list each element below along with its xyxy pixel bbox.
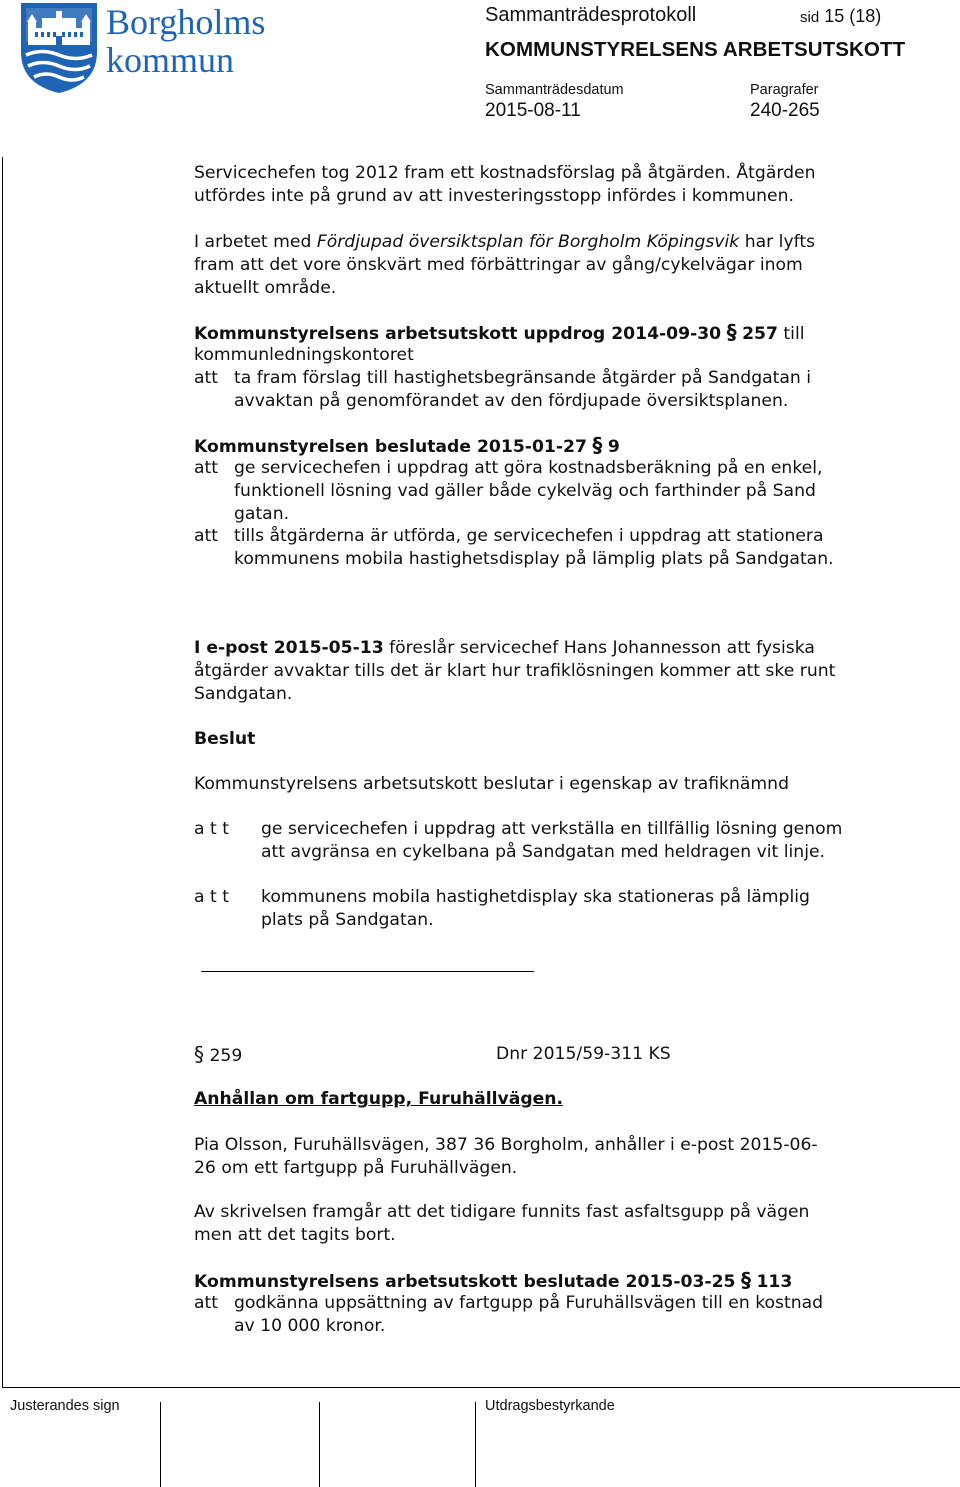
section-sign: § <box>726 320 737 344</box>
paragraph-line: utfördes inte på grund av att investeringsstopp infördes i kommunen. <box>194 186 794 206</box>
decision-ref: Kommunstyrelsens arbetsutskott uppdrog 2014-09-30 <box>194 324 722 344</box>
paragraph-line: aktuellt område. <box>194 278 337 298</box>
decision-heading <box>194 434 620 459</box>
att-clause-line: ge servicechefen i uppdrag att verkställa en tillfällig lösning genom <box>261 819 843 839</box>
paragraph-line: 26 om ett fartgupp på Furuhällvägen. <box>194 1158 518 1178</box>
extract-certification-label: Utdragsbestyrkande <box>485 1398 615 1414</box>
section-number: 259 <box>209 1046 243 1066</box>
footer-divider <box>2 1387 960 1388</box>
signature-box-divider <box>160 1402 161 1487</box>
att-label: att <box>194 368 219 388</box>
section-title: Anhållan om fartgupp, Furuhällvägen. <box>194 1089 564 1109</box>
meeting-date-label: Sammanträdesdatum <box>485 82 624 98</box>
att-label: att <box>194 1293 219 1313</box>
paragraph-line <box>194 637 815 660</box>
att-clause-line: ge servicechefen i uppdrag att göra kostnadsberäkning på en enkel, <box>234 458 823 478</box>
section-number: 9 <box>607 437 620 457</box>
text-span: I arbetet med <box>194 232 317 252</box>
decision-ref: Kommunstyrelsens arbetsutskott beslutade 2015-03-25 <box>194 1272 736 1292</box>
decision-heading <box>194 321 805 346</box>
att-label: att <box>194 458 219 478</box>
text-span: har lyfts <box>739 232 816 252</box>
paragraph-line: Servicechefen tog 2012 fram ett kostnadsförslag på åtgärden. Åtgärden <box>194 163 816 183</box>
section-sign: § <box>740 1268 751 1292</box>
signature-label: Justerandes sign <box>10 1398 120 1414</box>
att-label: att <box>194 526 219 546</box>
paragraph-line: Sandgatan. <box>194 684 293 704</box>
att-clause-line: ta fram förslag till hastighetsbegränsande åtgärder på Sandgatan i <box>234 368 812 388</box>
att-clause-line: kommunens mobila hastighetsdisplay på lämplig plats på Sandgatan. <box>234 549 834 569</box>
meeting-date-value: 2015-08-11 <box>485 100 581 121</box>
paragraph-line: åtgärder avvaktar tills det är klart hur trafiklösningen kommer att ske runt <box>194 661 836 681</box>
section-sign: § <box>592 433 603 457</box>
case-number: Dnr 2015/59-311 KS <box>496 1044 671 1064</box>
page-label: sid <box>800 9 820 26</box>
att-clause-line: funktionell lösning vad gäller både cykelväg och farthinder på Sand <box>234 481 816 501</box>
att-clause-line: avvaktan på genomförandet av den fördjupade översiktsplanen. <box>234 391 789 411</box>
page-number: 15 (18) <box>824 6 882 26</box>
document-type: Sammanträdesprotokoll <box>485 4 697 26</box>
signature-box-divider <box>319 1402 320 1487</box>
section-number-line <box>194 1043 242 1068</box>
decision-ref: Kommunstyrelsen beslutade 2015-01-27 <box>194 437 587 457</box>
att-clause-line: kommunens mobila hastighetdisplay ska stationeras på lämplig <box>261 887 810 907</box>
plan-title: Fördjupad översiktsplan för Borgholm Köpingsvik <box>316 232 740 252</box>
att-clause-line: av 10 000 kronor. <box>234 1316 386 1336</box>
paragraph-line <box>194 231 815 254</box>
att-clause-line: plats på Sandgatan. <box>261 910 434 930</box>
att-clause-line: godkänna uppsättning av fartgupp på Furuhällsvägen till en kostnad <box>234 1293 824 1313</box>
page-indicator <box>800 6 881 27</box>
paragraphs-label: Paragrafer <box>750 82 819 98</box>
left-margin-rule <box>2 157 3 1387</box>
section-number: 257 <box>742 324 778 344</box>
paragraph-line: fram att det vore önskvärt med förbättringar av gång/cykelvägar inom <box>194 255 803 275</box>
paragraph-line: Av skrivelsen framgår att det tidigare funnits fast asfaltsgupp på vägen <box>194 1202 810 1222</box>
beslut-heading: Beslut <box>194 729 256 749</box>
paragraph-line: Pia Olsson, Furuhällsvägen, 387 36 Borgholm, anhåller i e-post 2015-06- <box>194 1135 818 1155</box>
decision-heading <box>194 1269 792 1294</box>
att-label: a t t <box>194 819 229 839</box>
section-separator <box>201 971 534 972</box>
paragraphs-value: 240-265 <box>750 100 820 121</box>
logo-text-line2: kommun <box>106 40 235 80</box>
att-clause-line: tills åtgärderna är utförda, ge servicechefen i uppdrag att stationera <box>234 526 824 546</box>
att-clause-line: gatan. <box>234 504 290 524</box>
paragraph-line: kommunledningskontoret <box>194 345 414 365</box>
att-label: a t t <box>194 887 229 907</box>
committee-name: KOMMUNSTYRELSENS ARBETSUTSKOTT <box>485 38 906 61</box>
signature-box-divider <box>475 1402 476 1487</box>
text-span: till <box>777 324 805 344</box>
paragraph-line: men att det tagits bort. <box>194 1225 396 1245</box>
email-ref: I e-post 2015-05-13 <box>194 638 384 658</box>
section-sign: § <box>194 1042 204 1066</box>
text-span: föreslår servicechef Hans Johannesson att fysiska <box>383 638 815 658</box>
paragraph-line: Kommunstyrelsens arbetsutskott beslutar i egenskap av trafiknämnd <box>194 774 789 794</box>
logo-text-line1: Borgholms <box>106 2 266 42</box>
section-number: 113 <box>756 1272 793 1292</box>
borgholms-kommun-logo <box>18 0 290 96</box>
att-clause-line: att avgränsa en cykelbana på Sandgatan med heldragen vit linje. <box>261 842 826 862</box>
